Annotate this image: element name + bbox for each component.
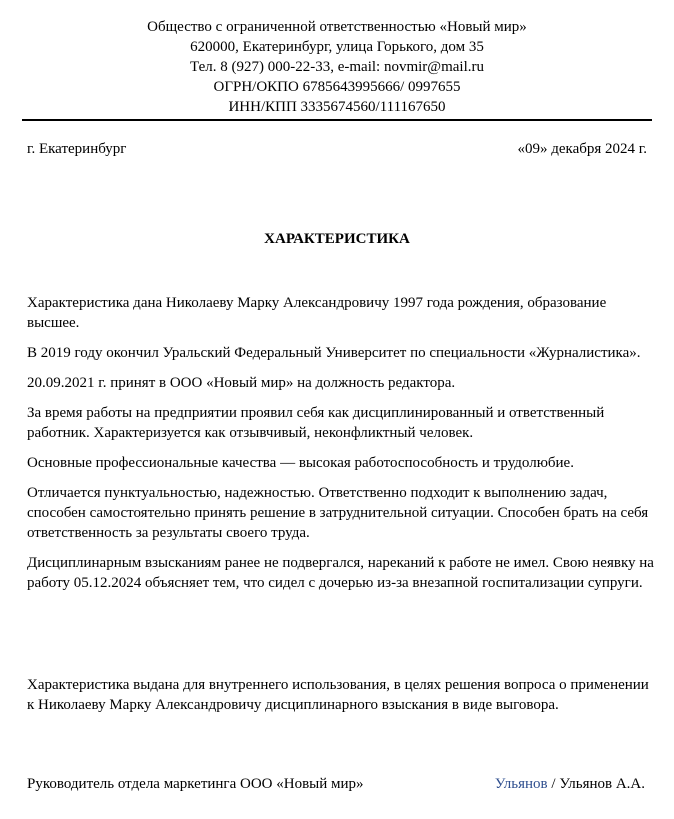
closing-paragraph: Характеристика выдана для внутреннего использования, в целях решения вопроса о применении к Николаеву Марку Александровичу дисциплинарного взыскания в виде выговора. bbox=[27, 677, 649, 713]
paragraph-birth-education: Характеристика дана Николаеву Марку Александровичу 1997 года рождения, образование высшее. bbox=[27, 295, 607, 331]
company-inn-kpp: ИНН/КПП 3335674560/111167650 bbox=[228, 99, 446, 115]
paragraph-disciplinary: Дисциплинарным взысканиям ранее не подвергался, нареканий к работе не имел. Свою неявку на работу 05.12.2024 объясняет тем, что сидел с дочерью из-за внезапной госпитализации супруги. bbox=[27, 555, 654, 591]
signature-separator: / bbox=[547, 776, 560, 792]
signer-position: Руководитель отдела маркетинга ООО «Новый мир» bbox=[27, 776, 364, 792]
paragraph-university: В 2019 году окончил Уральский Федеральный Университет по специальности «Журналистика». bbox=[27, 345, 641, 361]
header-divider bbox=[22, 119, 652, 121]
document-body bbox=[27, 293, 655, 603]
document-date: «09» декабря 2024 г. bbox=[517, 141, 647, 157]
signer-printed-name: Ульянов А.А. bbox=[559, 776, 645, 792]
document-title: ХАРАКТЕРИСТИКА bbox=[264, 231, 410, 247]
signature-block bbox=[495, 774, 645, 794]
paragraph-professional-qualities: Основные профессиональные качества — высокая работоспособность и трудолюбие. bbox=[27, 455, 574, 471]
company-address: 620000, Екатеринбург, улица Горького, дом 35 bbox=[190, 39, 484, 55]
paragraph-work-conduct: За время работы на предприятии проявил себя как дисциплинированный и ответственный работник. Характеризуется как отзывчивый, неконфликтный человек. bbox=[27, 405, 605, 441]
signature-row bbox=[27, 774, 645, 794]
closing-statement bbox=[27, 675, 655, 715]
handwritten-signature: Ульянов bbox=[494, 776, 548, 792]
company-contacts: Тел. 8 (927) 000-22-33, e-mail: novmir@mail.ru bbox=[190, 59, 484, 75]
paragraph-reliability: Отличается пунктуальностью, надежностью. Ответственно подходит к выполнению задач, способен самостоятельно принять решение в затруднительной ситуации. Способен брать на себя ответственность за результаты своего труда. bbox=[27, 485, 649, 541]
company-ogrn-okpo: ОГРН/ОКПО 6785643995666/ 0997655 bbox=[213, 79, 461, 95]
place-date-row bbox=[27, 139, 647, 159]
document-place: г. Екатеринбург bbox=[27, 141, 127, 157]
company-name: Общество с ограниченной ответственностью «Новый мир» bbox=[147, 19, 527, 35]
paragraph-hired: 20.09.2021 г. принят в ООО «Новый мир» на должность редактора. bbox=[27, 375, 456, 391]
letterhead bbox=[22, 17, 652, 117]
